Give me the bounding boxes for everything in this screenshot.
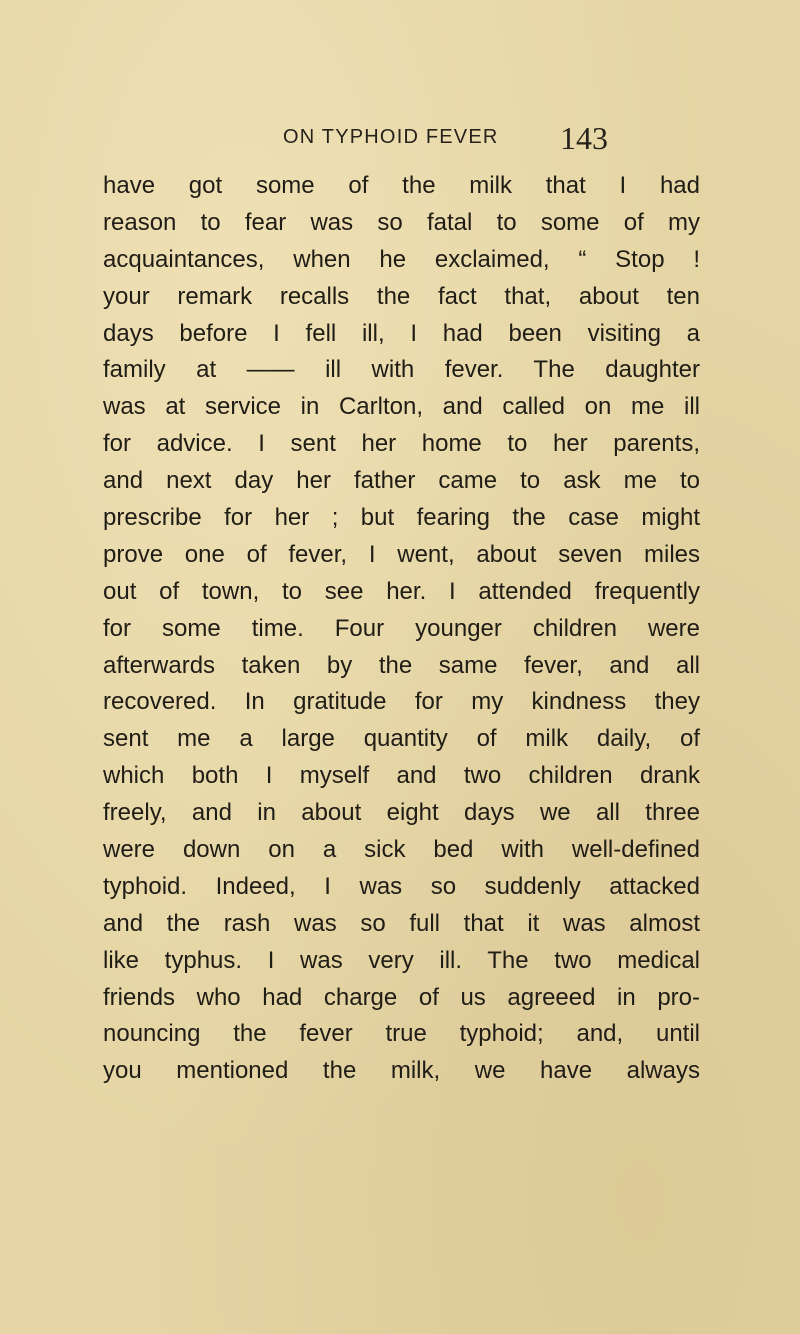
text-line: and next day her father came to ask me to — [103, 467, 700, 495]
text-line: acquaintances, when he exclaimed, “ Stop ! — [103, 245, 700, 273]
text-line: was at service in Carlton, and called on me ill — [103, 393, 700, 421]
text-line: afterwards taken by the same fever, and all — [103, 651, 700, 679]
text-line: your remark recalls the fact that, about ten — [103, 282, 700, 310]
text-line: reason to fear was so fatal to some of my — [103, 208, 700, 236]
text-line: friends who had charge of us agreeed in pro- — [103, 983, 700, 1011]
text-line: for advice. I sent her home to her parents, — [103, 430, 700, 458]
text-line: you mentioned the milk, we have always — [103, 1057, 700, 1085]
text-line: were down on a sick bed with well-defined — [103, 836, 700, 864]
running-title: ON TYPHOID FEVER — [283, 126, 499, 148]
text-line: like typhus. I was very ill. The two medical — [103, 946, 700, 974]
text-line: typhoid. Indeed, I was so suddenly attacked — [103, 872, 700, 900]
text-line: family at —— ill with fever. The daughter — [103, 356, 700, 384]
text-line: sent me a large quantity of milk daily, of — [103, 725, 700, 753]
text-line: nouncing the fever true typhoid; and, until — [103, 1020, 700, 1048]
text-line: which both I myself and two children drank — [103, 762, 700, 790]
text-line: days before I fell ill, I had been visiting a — [103, 319, 700, 347]
running-head — [0, 118, 800, 158]
text-line: out of town, to see her. I attended frequently — [103, 577, 700, 605]
body-text — [103, 168, 700, 1090]
text-line: recovered. In gratitude for my kindness they — [103, 688, 700, 716]
text-line: prove one of fever, I went, about seven miles — [103, 540, 700, 568]
page-number: 143 — [560, 120, 608, 156]
text-line: have got some of the milk that I had — [103, 172, 700, 199]
text-line: prescribe for her ; but fearing the case might — [103, 504, 700, 532]
text-line: and the rash was so full that it was almost — [103, 909, 700, 937]
text-line: for some time. Four younger children were — [103, 614, 700, 642]
text-line: freely, and in about eight days we all three — [103, 799, 700, 827]
